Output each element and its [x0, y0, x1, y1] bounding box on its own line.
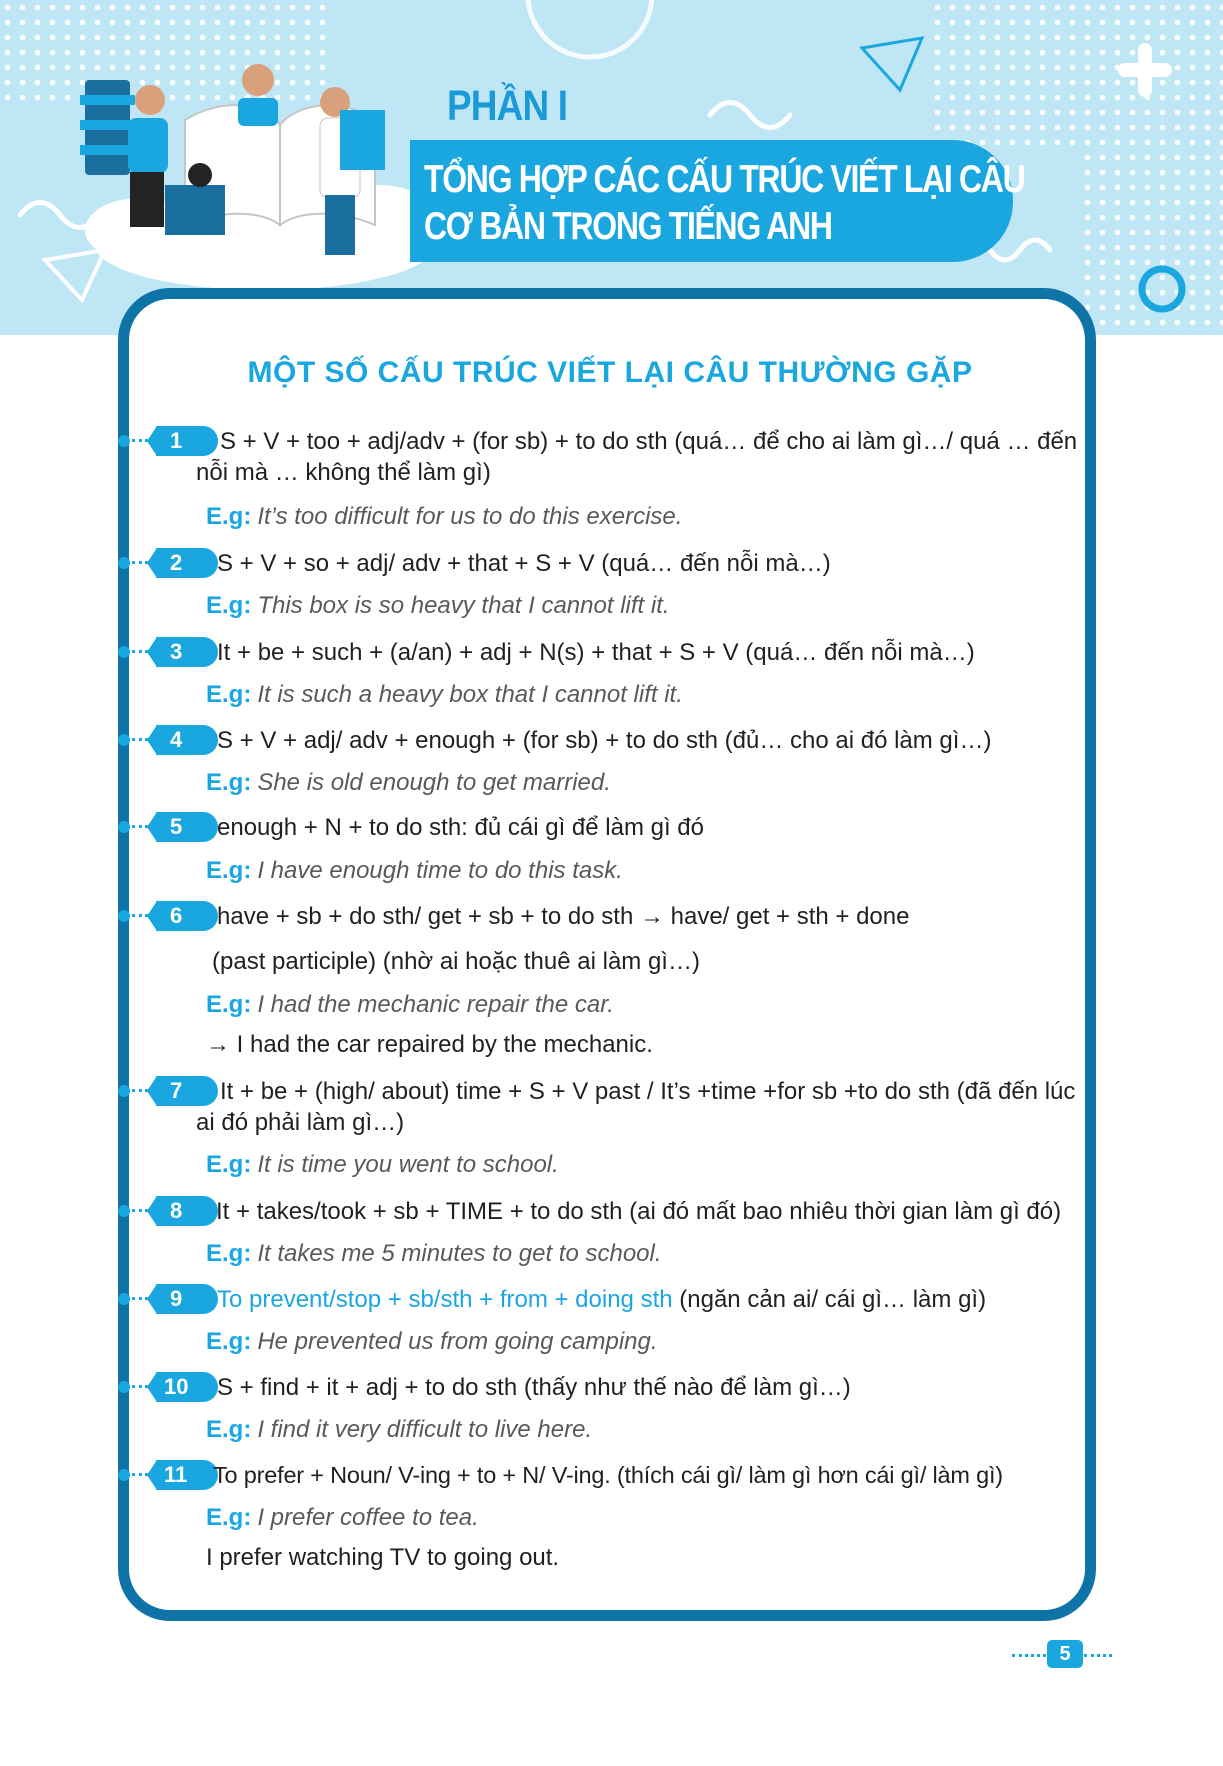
item-number-badge: [118, 637, 210, 667]
example: [206, 591, 670, 621]
example-label: E.g:: [206, 769, 252, 796]
example-label: E.g:: [206, 857, 252, 884]
part-label: PHẦN I: [447, 82, 568, 130]
example: [206, 1327, 658, 1357]
example: [206, 990, 614, 1020]
item-number-badge: [118, 1372, 210, 1402]
item-number: 6: [156, 901, 218, 931]
item-number-badge: [118, 1284, 210, 1314]
header-band: [0, 0, 1223, 335]
example-label: E.g:: [206, 1151, 252, 1178]
item-number: 10: [156, 1372, 218, 1402]
structure-rule: It + be + (high/ about) time + S + V past / It’s +time +for sb +to do sth (đã đến lúc ai đó phải làm gì…): [196, 1078, 1076, 1136]
example-text: It takes me 5 minutes to get to school.: [257, 1240, 662, 1267]
structure-rule: S + find + it + adj + to do sth (thấy như thế nào để làm gì…): [217, 1374, 851, 1401]
example-label: E.g:: [206, 503, 252, 530]
title-line-1: TỔNG HỢP CÁC CẤU TRÚC VIẾT LẠI CÂU: [424, 158, 1025, 201]
structure-rule: S + V + so + adj/ adv + that + S + V (quá… đến nỗi mà…): [217, 550, 831, 577]
item-number: 2: [156, 548, 218, 578]
example: [206, 856, 623, 886]
structure-rule: enough + N + to do sth: đủ cái gì để làm gì đó: [217, 814, 704, 841]
example-text: I have enough time to do this task.: [257, 857, 623, 884]
example-text: I prefer coffee to tea.: [257, 1504, 479, 1531]
item-number: 7: [156, 1076, 218, 1106]
structure-rule: To prefer + Noun/ V-ing + to + N/ V-ing. (thích cái gì/ làm gì hơn cái gì/ làm gì): [213, 1462, 1003, 1488]
item-number: 4: [156, 725, 218, 755]
example-label: E.g:: [206, 1240, 252, 1267]
structure-rule: S + V + adj/ adv + enough + (for sb) + to do sth (đủ… cho ai đó làm gì…): [217, 727, 992, 754]
example-text: It is such a heavy box that I cannot lift it.: [257, 681, 683, 708]
example-text: This box is so heavy that I cannot lift it.: [257, 592, 670, 619]
example-text: He prevented us from going camping.: [257, 1328, 658, 1355]
example-label: E.g:: [206, 681, 252, 708]
item-number: 3: [156, 637, 218, 667]
page-number-marker: [1012, 1640, 1112, 1670]
item-number: 1: [156, 426, 218, 456]
example-label: E.g:: [206, 1416, 252, 1443]
title-text: [424, 156, 1025, 250]
structure-rule: It + takes/took + sb + TIME + to do sth (ai đó mất bao nhiêu thời gian làm gì đó): [216, 1198, 1062, 1225]
example-text: It’s too difficult for us to do this exercise.: [257, 503, 683, 530]
item-number: 11: [156, 1460, 218, 1490]
example-label: E.g:: [206, 1504, 252, 1531]
structure-rule: It + be + such + (a/an) + adj + N(s) + that + S + V (quá… đến nỗi mà…): [217, 639, 975, 666]
item-number-badge: [118, 901, 210, 931]
example: [206, 1239, 662, 1269]
structure-rule: S + V + too + adj/adv + (for sb) + to do sth (quá… để cho ai làm gì…/ quá … đến nỗi mà … không thể làm gì): [196, 428, 1078, 486]
example: [206, 680, 683, 710]
item-number: 8: [156, 1196, 218, 1226]
structure-rule-line-2: (past participle) (nhờ ai hoặc thuê ai làm gì…): [212, 948, 700, 975]
example: [206, 502, 682, 532]
example-text: I had the mechanic repair the car.: [257, 991, 614, 1018]
item-number-badge: [118, 548, 210, 578]
item-number-badge: [118, 725, 210, 755]
example: [206, 1503, 479, 1533]
structure-rule-highlight: To prevent/stop + sb/sth + from + doing sth: [217, 1286, 673, 1313]
example: [206, 1415, 592, 1445]
example-second: I prefer watching TV to going out.: [206, 1544, 560, 1571]
item-number-badge: [118, 812, 210, 842]
structure-rule: [217, 1284, 986, 1315]
example-transformed: → I had the car repaired by the mechanic.: [206, 1031, 653, 1058]
item-number-badge: [118, 1196, 210, 1226]
example: [206, 1150, 559, 1180]
example-text: I find it very difficult to live here.: [257, 1416, 593, 1443]
example-label: E.g:: [206, 592, 252, 619]
item-number: 5: [156, 812, 218, 842]
structure-rule-meaning: (ngăn cản ai/ cái gì… làm gì): [672, 1286, 987, 1313]
section-heading: MỘT SỐ CẤU TRÚC VIẾT LẠI CÂU THƯỜNG GẶP: [247, 356, 973, 389]
example-label: E.g:: [206, 1328, 252, 1355]
example-label: E.g:: [206, 991, 252, 1018]
page-number: 5: [1047, 1640, 1083, 1668]
structure-rule: have + sb + do sth/ get + sb + to do sth → have/ get + sth + done: [217, 903, 910, 930]
example-text: It is time you went to school.: [257, 1151, 559, 1178]
item-number-badge: [118, 1460, 210, 1490]
title-line-2: CƠ BẢN TRONG TIẾNG ANH: [424, 205, 832, 248]
item-number: 9: [156, 1284, 218, 1314]
example-text: She is old enough to get married.: [257, 769, 611, 796]
title-banner: [410, 140, 1025, 262]
example: [206, 768, 611, 798]
